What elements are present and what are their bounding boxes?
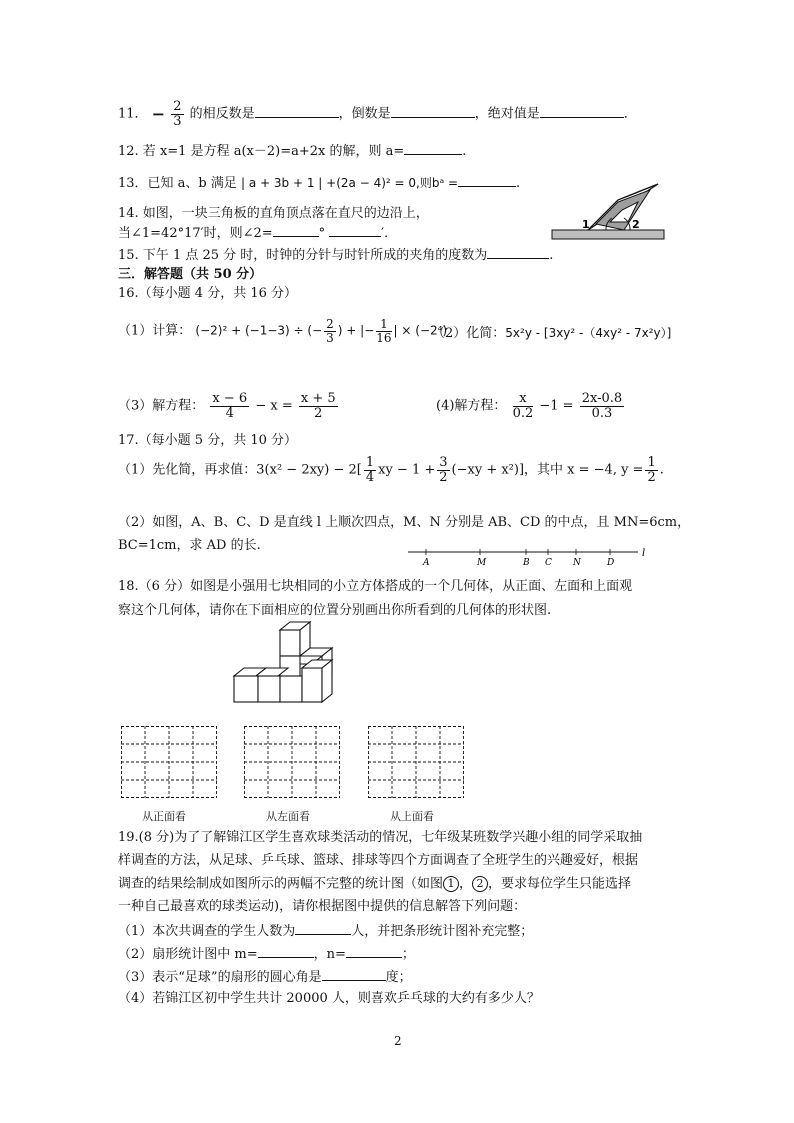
q16-part3: （3）解方程： $\frac{x - 6}{4}$ − x = $\frac{x + 5}{2}$	[118, 391, 336, 421]
q11-blank-reciprocal[interactable]	[391, 105, 475, 118]
q19-sub2: （2）扇形统计图中 m= ，n= ；	[118, 947, 415, 962]
question-11: 11． − $\frac{2}{3}$ 的相反数是 ，倒数是 ，绝对值是 ．	[118, 99, 637, 129]
q11-blank-absolute[interactable]	[540, 105, 624, 118]
top-view-grid[interactable]	[368, 726, 464, 798]
q16-part1: （1）计算： (−2)² + (−1−3) ÷ (− $\frac{2}{3}$ ) + |− $\frac{1}{16}$ | × (−2⁴)	[118, 317, 448, 345]
q17-part1: （1）先化简，再求值：3(x² − 2xy) − 2[ $\frac{1}{4}$ xy − 1 + $\frac{3}{2}$ (−xy + x²)]，其中 x = −4, y = $\frac{1}{2}$ .	[118, 455, 664, 485]
ruler-triangle-figure	[548, 182, 668, 242]
question-15: 15. 下午 1 点 25 分 时，时钟的分针与时针所成的夹角的度数为 .	[118, 248, 554, 263]
angle-1-label: 1	[582, 218, 590, 231]
question-19-line4: 一种自己最喜欢的球类运动)，请你根据图中提供的信息解答下列问题：	[118, 899, 527, 914]
q16-part4: (4)解方程： $\frac{x}{0.2}$ −1 = $\frac{2x-0.8}{0.3}$	[436, 391, 623, 421]
point-a-label: A	[423, 558, 430, 568]
q16-part2: （2）化简：5x²y - [3xy² -（4xy² - 7x²y）]	[432, 326, 672, 341]
dashed-grid-lines	[121, 726, 217, 798]
question-19-line2: 样调查的方法，从足球、乒乓球、篮球、排球等四个方面调查了全班学生的兴趣爱好，根据	[118, 853, 639, 868]
question-17-header: 17.（每小题 5 分，共 10 分）	[118, 433, 298, 448]
q13-expression: | a + 3b + 1 | +(2a − 4)² = 0,则bᵃ =	[241, 176, 459, 190]
question-18-line2: 察这个几何体，请你在下面相应的位置分别画出你所看到的几何体的形状图.	[118, 603, 552, 618]
point-c-label: C	[545, 558, 552, 568]
question-12: 12. 若 x=1 是方程 a(x－2)=a+2x 的解，则 a= .	[118, 144, 467, 159]
point-m-label: M	[477, 558, 487, 568]
q19-blank-n[interactable]	[346, 945, 402, 958]
caption-left-view: 从左面看	[266, 810, 310, 823]
q19-sub1: （1）本次共调查的学生人数为 人，并把条形统计图补充完整；	[118, 924, 534, 939]
q11-text-opposite: 的相反数是	[189, 106, 255, 122]
dashed-grid-lines	[244, 726, 340, 798]
question-19-line3: 调查的结果绘制成如图所示的两幅不完整的统计图（如图 1 ， 2 ，要求每位学生只能选择	[118, 876, 632, 892]
left-view-grid[interactable]	[244, 726, 340, 798]
question-18-line1: 18.（6 分）如图是小强用七块相同的小立方体搭成的一个几何体，从正面、左面和上面观	[118, 579, 633, 594]
point-b-label: B	[523, 558, 530, 568]
question-19-line1: 19.(8 分)为了了解锦江区学生喜欢球类活动的情况，七年级某班数学兴趣小组的同学采取抽	[118, 830, 643, 845]
caption-front-view: 从正面看	[142, 810, 186, 823]
q12-text: 12. 若 x=1 是方程 a(x－2)=a+2x 的解，则 a=	[118, 144, 405, 159]
q17-part2-line2: BC=1cm，求 AD 的长.	[118, 538, 261, 553]
q19-blank-total[interactable]	[295, 922, 351, 935]
minus-sign: −	[151, 104, 166, 124]
question-16-header: 16.（每小题 4 分，共 16 分）	[118, 286, 298, 301]
caption-top-view: 从上面看	[390, 810, 434, 823]
section-3-title: 三．解答题（共 50 分）	[118, 267, 263, 282]
point-n-label: N	[573, 558, 581, 568]
cube-structure-figure	[226, 618, 346, 708]
q11-fraction: $\frac{2}{3}$	[173, 99, 182, 129]
q11-blank-opposite[interactable]	[255, 105, 339, 118]
q14-blank-minutes[interactable]	[329, 224, 381, 237]
figure-1-marker: 1	[443, 876, 459, 892]
q11-text-reciprocal: ，倒数是	[338, 106, 391, 122]
question-14-line2: 当∠1=42°17′时，则∠2= ° ′．	[118, 226, 398, 241]
q15-blank[interactable]	[487, 246, 549, 259]
q17-part2-line1: （2）如图，A、B、C、D 是直线 l 上顺次四点，M、N 分别是 AB、CD 的中点，且 MN=6cm，	[118, 515, 691, 530]
q13-blank[interactable]	[458, 174, 516, 187]
line-l-label: l	[642, 548, 646, 559]
ruler-shape	[552, 230, 664, 239]
front-view-grid[interactable]	[121, 726, 217, 798]
figure-2-marker: 2	[472, 876, 488, 892]
question-13: 13．已知 a、b 满足 | a + 3b + 1 | +(2a − 4)² = 0,则bᵃ = .	[118, 176, 521, 191]
point-d-label: D	[607, 558, 615, 568]
angle-2-label: 2	[632, 218, 640, 231]
dashed-grid-lines	[368, 726, 464, 798]
q19-sub4: （4）若锦江区初中学生共计 20000 人，则喜欢乒乓球的大约有多少人？	[118, 991, 540, 1006]
q13-text: 13．已知 a、b 满足	[118, 176, 237, 191]
question-14-line1: 14. 如图，一块三角板的直角顶点落在直尺的边沿上，	[118, 206, 429, 221]
q12-blank[interactable]	[404, 142, 462, 155]
q11-number: 11．	[118, 106, 148, 122]
q14-blank-degrees[interactable]	[273, 224, 319, 237]
q19-blank-angle[interactable]	[322, 968, 386, 981]
page-number: 2	[394, 1034, 402, 1048]
q11-text-absolute: ，绝对值是	[474, 106, 540, 122]
line-points-diagram	[404, 544, 654, 570]
q19-sub3: （3）表示“足球”的扇形的圆心角是 度；	[118, 970, 412, 985]
q19-blank-m[interactable]	[258, 945, 314, 958]
